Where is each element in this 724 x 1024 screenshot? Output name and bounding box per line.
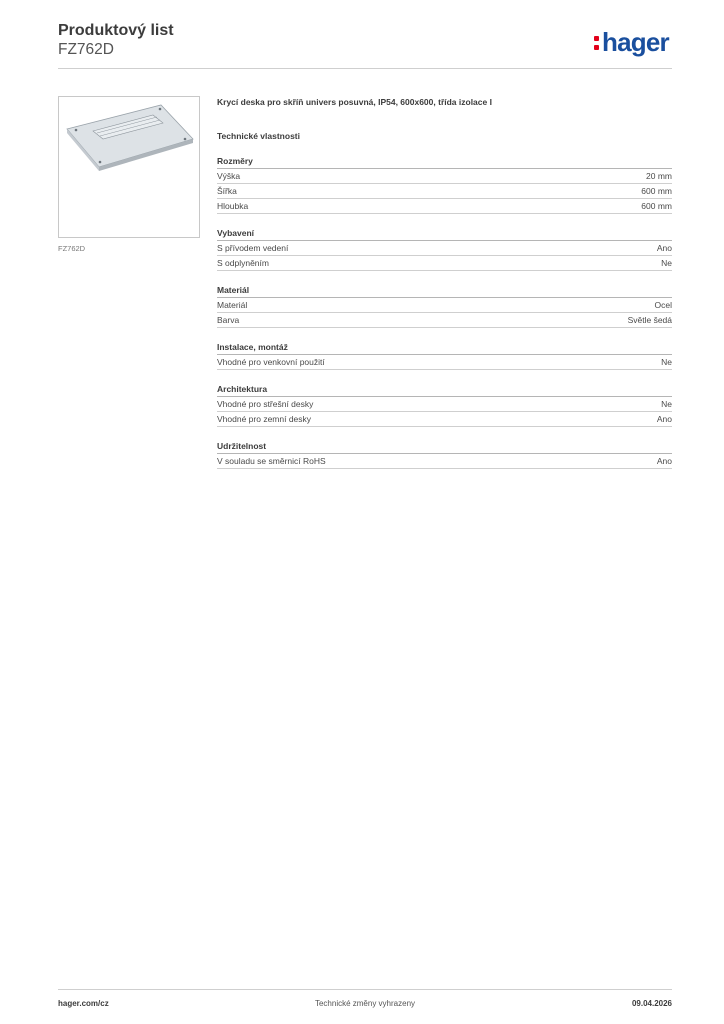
footer-date: 09.04.2026 <box>631 999 672 1008</box>
spec-value: Ne <box>661 357 672 367</box>
spec-label: S odplyněním <box>217 258 269 268</box>
product-description: Krycí deska pro skříň univers posuvná, IP54, 600x600, třída izolace I <box>217 97 492 107</box>
spec-section <box>217 342 672 370</box>
spec-row <box>217 355 672 370</box>
spec-row <box>217 169 672 184</box>
spec-label: Vhodné pro venkovní použití <box>217 357 325 367</box>
footer-website-link[interactable]: hager.com/cz <box>58 999 109 1008</box>
spec-section-title: Instalace, montáž <box>217 342 672 355</box>
cover-plate-image <box>58 96 200 238</box>
spec-label: Vhodné pro střešní desky <box>217 399 314 409</box>
spec-section-title: Udržitelnost <box>217 441 672 454</box>
spec-row <box>217 454 672 469</box>
spec-value: Ocel <box>654 300 672 310</box>
logo-colon-icon <box>594 33 600 51</box>
spec-section-title: Materiál <box>217 285 672 298</box>
spec-row <box>217 298 672 313</box>
spec-section-title: Rozměry <box>217 156 672 169</box>
spec-row <box>217 184 672 199</box>
spec-value: Ne <box>661 399 672 409</box>
spec-label: S přívodem vedení <box>217 243 289 253</box>
spec-row <box>217 199 672 214</box>
spec-section <box>217 441 672 469</box>
product-code: FZ762D <box>58 41 114 58</box>
footer-disclaimer: Technické změny vyhrazeny <box>314 999 416 1008</box>
spec-value: Ano <box>656 243 672 253</box>
image-caption: FZ762D <box>58 244 86 253</box>
header-divider <box>58 68 672 69</box>
spec-section <box>217 285 672 328</box>
product-details <box>217 96 672 469</box>
spec-label: Šířka <box>217 186 237 196</box>
spec-value: Ano <box>656 456 672 466</box>
spec-section-title: Vybavení <box>217 228 672 241</box>
spec-section-title: Architektura <box>217 384 672 397</box>
page-header <box>58 21 174 59</box>
spec-value: Světle šedá <box>627 315 672 325</box>
spec-section <box>217 156 672 214</box>
spec-section <box>217 228 672 271</box>
spec-value: 20 mm <box>646 171 672 181</box>
spec-row <box>217 313 672 328</box>
spec-row <box>217 256 672 271</box>
logo-text: hager <box>602 27 669 57</box>
spec-row <box>217 397 672 412</box>
spec-row <box>217 241 672 256</box>
spec-value: 600 mm <box>641 186 672 196</box>
footer-divider <box>58 989 672 990</box>
cover-plate-icon <box>59 97 199 237</box>
spec-label: Vhodné pro zemní desky <box>217 414 312 424</box>
spec-value: Ne <box>661 258 672 268</box>
spec-label: Výška <box>217 171 241 181</box>
spec-label: V souladu se směrnicí RoHS <box>217 456 326 466</box>
spec-sections <box>217 156 672 469</box>
spec-value: 600 mm <box>641 201 672 211</box>
spec-value: Ano <box>656 414 672 424</box>
technical-properties-title: Technické vlastnosti <box>217 131 300 141</box>
spec-label: Hloubka <box>217 201 249 211</box>
spec-section <box>217 384 672 427</box>
spec-label: Barva <box>217 315 240 325</box>
hager-logo[interactable] <box>594 28 669 56</box>
spec-row <box>217 412 672 427</box>
page-title: Produktový list <box>58 22 174 39</box>
spec-label: Materiál <box>217 300 248 310</box>
